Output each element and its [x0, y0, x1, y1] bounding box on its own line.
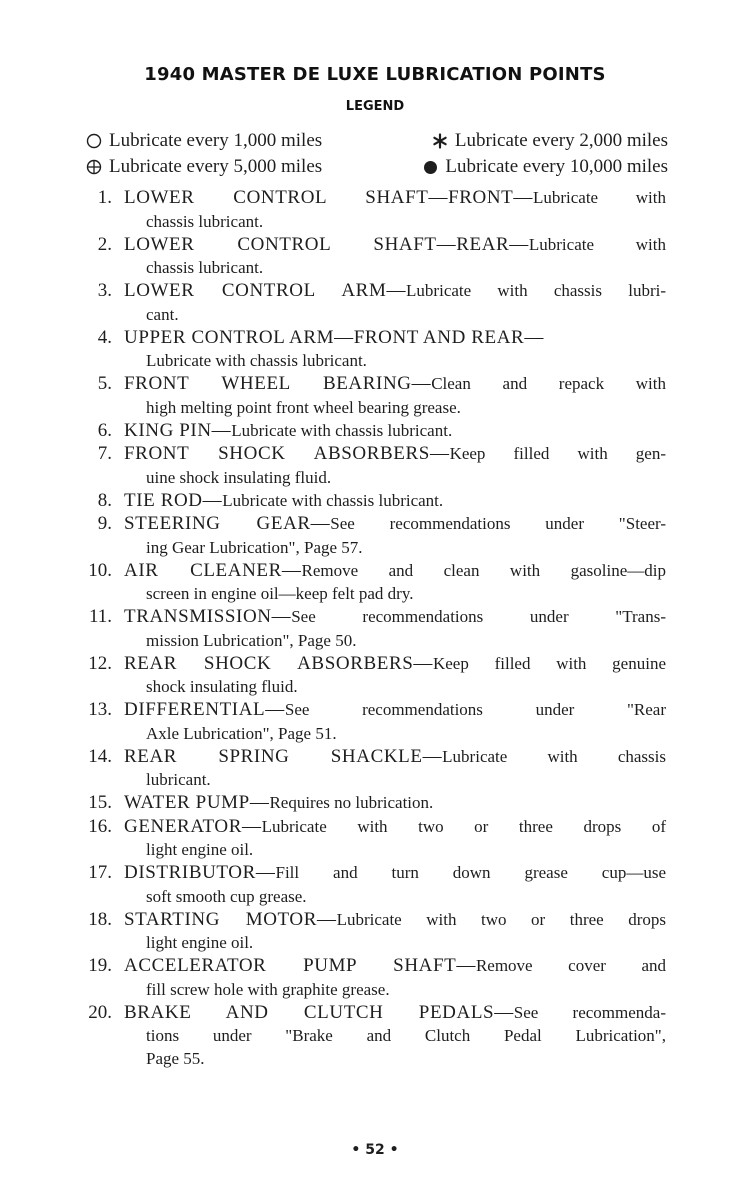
item-continuation: uine shock insulating fluid. [146, 467, 332, 487]
item-continuation: screen in engine oil—keep felt pad dry. [146, 584, 414, 603]
item-continuation: fill screw hole with graphite grease. [146, 979, 390, 999]
asterisk-icon [432, 133, 448, 149]
item-number: 13. [88, 699, 112, 720]
item-continuation: light engine oil. [146, 933, 254, 952]
item-number: 18. [88, 908, 112, 930]
crossed-circle-icon [86, 159, 102, 175]
list-item-2 [76, 233, 666, 280]
item-continuation: mission Lubrication", Page 50. [146, 630, 357, 650]
item-description: Requires no lubrication. [269, 793, 434, 812]
list-item-16 [76, 815, 666, 862]
legend-row-1 [86, 128, 668, 154]
list-item-13 [76, 698, 666, 745]
page-title: 1940 MASTER DE LUXE LUBRICATION POINTS [144, 64, 606, 85]
item-description: Remove and clean with gasoline—dip [301, 560, 666, 580]
open-circle-icon [86, 133, 102, 149]
legend-text: Lubricate every 1,000 miles [109, 130, 323, 151]
item-description: Lubricate with two or three drops of [261, 816, 666, 836]
list-item-1 [76, 186, 666, 233]
item-number: 8. [97, 489, 112, 511]
item-number: 19. [88, 955, 112, 976]
item-heading: STARTING MOTOR— [124, 908, 337, 930]
item-continuation-2: Page 55. [146, 1049, 205, 1068]
item-continuation: Axle Lubrication", Page 51. [146, 723, 337, 743]
item-heading: LOWER CONTROL SHAFT—FRONT— [124, 187, 533, 208]
item-number: 20. [88, 1001, 112, 1023]
item-heading: REAR SPRING SHACKLE— [124, 745, 443, 767]
item-continuation: high melting point front wheel bearing grease. [146, 397, 461, 417]
item-number: 3. [97, 280, 112, 301]
item-description: Lubricate with chassis [442, 746, 666, 766]
item-heading: TIE ROD— [124, 489, 223, 511]
item-continuation: light engine oil. [146, 840, 254, 859]
legend-heading: LEGEND [345, 99, 405, 114]
item-number: 5. [97, 373, 112, 394]
item-description: Lubricate with two or three drops [336, 909, 667, 929]
item-description: Lubricate with chassis lubri- [406, 281, 666, 300]
legend-item-2000 [426, 128, 668, 154]
page-number: • 52 • [351, 1142, 399, 1158]
item-description: Remove cover and [475, 956, 666, 975]
list-item-10 [76, 559, 666, 606]
list-item-3 [76, 279, 666, 326]
item-continuation: Lubricate with chassis lubricant. [146, 351, 367, 370]
item-continuation: soft smooth cup grease. [146, 886, 307, 906]
legend-row-2 [86, 154, 668, 180]
item-description: Lubricate with [528, 234, 666, 254]
item-number: 2. [97, 233, 112, 255]
item-number: 10. [88, 559, 112, 581]
item-heading: WATER PUMP— [124, 792, 270, 813]
item-continuation: tions under "Brake and Clutch Pedal Lubrication", [146, 1026, 666, 1045]
item-heading: DIFFERENTIAL— [124, 699, 285, 720]
item-continuation: cant. [146, 304, 179, 324]
list-item-8 [76, 489, 666, 513]
item-heading: STEERING GEAR— [124, 513, 331, 534]
item-heading: AIR CLEANER— [124, 559, 302, 581]
item-number: 7. [97, 443, 112, 464]
item-heading: ACCELERATOR PUMP SHAFT— [124, 955, 476, 976]
item-description: See recommendations under "Steer- [330, 514, 666, 533]
legend-text: Lubricate every 10,000 miles [445, 156, 668, 177]
list-item-20 [76, 1001, 666, 1071]
legend-item-10000 [423, 154, 668, 180]
list-item-7 [76, 442, 666, 489]
item-description: Keep filled with gen- [449, 444, 666, 463]
item-heading: FRONT SHOCK ABSORBERS— [124, 443, 450, 464]
item-number: 1. [97, 187, 112, 208]
list-item-17 [76, 861, 666, 908]
list-item-18 [76, 908, 666, 955]
legend [86, 128, 668, 180]
item-heading: LOWER CONTROL ARM— [124, 280, 407, 301]
item-continuation: lubricant. [146, 770, 211, 789]
list-item-19 [76, 954, 666, 1001]
item-description: Lubricate with [532, 188, 666, 207]
item-heading: TRANSMISSION— [124, 606, 292, 627]
list-item-14 [76, 745, 666, 792]
legend-text: Lubricate every 5,000 miles [109, 156, 323, 177]
list-item-15 [76, 791, 666, 815]
item-number: 16. [88, 815, 112, 837]
item-description: Keep filled with genuine [432, 653, 666, 673]
item-description: Fill and turn down grease cup—use [275, 863, 666, 882]
item-heading: UPPER CONTROL ARM—FRONT AND REAR— [124, 326, 544, 348]
item-description: See recommendations under "Trans- [291, 607, 666, 626]
item-continuation: chassis lubricant. [146, 211, 264, 231]
item-number: 4. [97, 326, 112, 348]
lubrication-points-list [76, 186, 666, 1070]
item-number: 15. [88, 792, 112, 813]
filled-circle-icon [423, 160, 438, 175]
item-description: Clean and repack with [431, 374, 667, 393]
item-number: 17. [88, 862, 112, 883]
item-number: 12. [88, 652, 112, 674]
item-description: See recommenda- [513, 1002, 666, 1022]
list-item-5 [76, 372, 666, 419]
item-heading: FRONT WHEEL BEARING— [124, 373, 432, 394]
item-description: Lubricate with chassis lubricant. [231, 420, 453, 440]
item-heading: GENERATOR— [124, 815, 262, 837]
list-item-9 [76, 512, 666, 559]
legend-item-1000 [86, 128, 322, 154]
item-continuation: ing Gear Lubrication", Page 57. [146, 537, 363, 557]
item-description: Lubricate with chassis lubricant. [222, 490, 444, 510]
item-heading: BRAKE AND CLUTCH PEDALS— [124, 1001, 514, 1023]
item-number: 11. [88, 606, 112, 627]
item-number: 14. [88, 745, 112, 767]
legend-text: Lubricate every 2,000 miles [454, 130, 668, 151]
item-heading: REAR SHOCK ABSORBERS— [124, 652, 433, 674]
item-heading: LOWER CONTROL SHAFT—REAR— [124, 233, 529, 255]
item-continuation: chassis lubricant. [146, 258, 264, 277]
list-item-12 [76, 652, 666, 699]
item-description: See recommendations under "Rear [284, 700, 666, 719]
item-continuation: shock insulating fluid. [146, 677, 298, 696]
item-heading: KING PIN— [124, 419, 232, 441]
item-number: 6. [97, 419, 112, 441]
item-heading: DISTRIBUTOR— [124, 862, 276, 883]
item-number: 9. [97, 513, 112, 534]
list-item-4 [76, 326, 666, 373]
legend-item-5000 [86, 154, 322, 180]
list-item-6 [76, 419, 666, 443]
list-item-11 [76, 605, 666, 652]
